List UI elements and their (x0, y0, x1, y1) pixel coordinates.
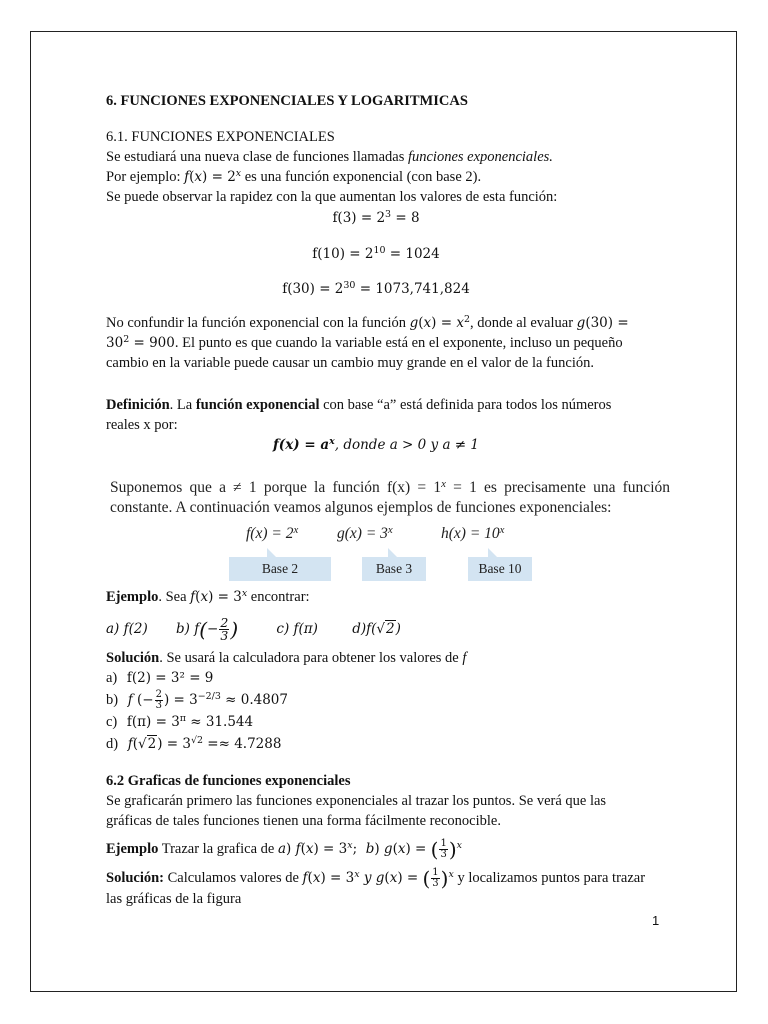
answer-d: d) $f(√2) = 3^{√2} =\approx 4.7288$ (106, 735, 282, 752)
value-line-1: $f(3) = 2^3 = 8$ (332, 209, 420, 226)
section-title: 6.1. FUNCIONES EXPONENCIALES (106, 129, 335, 145)
item-c: c) f(π) (276, 621, 318, 637)
answer-b: b) f (− $\frac{2}{3}$ ) = $3^{-2/3} \approx 0.4807$ (106, 689, 288, 711)
solution-line: Solución. Se usará la calculadora para obtener los valores de f (106, 650, 467, 666)
definition-paragraph: Definición. La función exponencial con base “a” está definida para todos los números reales x por: (106, 397, 612, 433)
observe-line: Se puede observar la rapidez con la que aumentan los valores de esta función: (106, 189, 558, 205)
example-statement: Ejemplo. Sea $f(x) = 3^x$ encontrar: (106, 588, 310, 605)
section-2-intro: Se graficarán primero las funciones exponenciales al trazar los puntos. Se verá que las gráficas de tales funciones tienen una forma fácilmente reconocible. (106, 793, 607, 829)
base-badge-3: Base 3 (362, 557, 426, 581)
example-line: Por ejemplo: $f(x) = 2^x$ es una función exponencial (con base 2). (106, 168, 482, 185)
page-number: 1 (652, 913, 660, 928)
value-line-3: $f(30) = 2^{30} = 1073,741,824$ (282, 280, 470, 297)
base-badge-2: Base 2 (229, 557, 331, 581)
solution-2-paragraph: Solución: Calculamos valores de $f(x) = 3^x$ y g(x) = ( $\frac{1}{3}$ )$^x$ y localizamos puntos para trazar las gráficas de la figura (106, 866, 646, 907)
definition-formula: $f(x) = a^x$, donde a > 0 y a ≠ 1 (272, 436, 479, 453)
function-example-f: $f(x) = 2^x$ (246, 524, 299, 542)
answer-c: c) $f(\pi) = 3^\pi \approx 31.544$ (106, 713, 254, 730)
textbook-excerpt: Suponemos que a ≠ 1 porque la función $f(x) = 1^x = 1$ es precisamente una función constante. A continuación veamos algunos ejemplos de funciones exponenciales: (110, 478, 670, 516)
example-formula: $f(x) = 2^x$ (184, 168, 242, 185)
comparison-paragraph: No confundir la función exponencial con la función $g(x) = x^2$, donde al evaluar $g(30) = 30^2 = 900$. El punto es que cuando la variable está en el exponente, incluso un pequeño cambio en la variable puede causar un cambio muy grande en el valor de la función. (106, 314, 629, 371)
intro-line: Se estudiará una nueva clase de funciones llamadas funciones exponenciales. (106, 149, 553, 165)
answer-a: a) f(2) = 3² = 9 (106, 670, 214, 686)
base-badge-10: Base 10 (468, 557, 532, 581)
function-example-h: $h(x) = 10^x$ (441, 524, 505, 542)
item-b: b) f(− $\frac{2}{3}$ ) (176, 614, 239, 643)
item-d: d)f(√2) (352, 621, 401, 637)
chapter-heading: 6. FUNCIONES EXPONENCIALES Y LOGARITMICAS (106, 93, 468, 109)
value-line-2: $f(10) = 2^{10} = 1024$ (312, 245, 440, 262)
item-a: a) f(2) (106, 621, 148, 637)
function-example-g: $g(x) = 3^x$ (337, 524, 393, 542)
example-items (106, 612, 646, 646)
example-2-line: Ejemplo Trazar la grafica de a) $f(x) = 3^x$; b) g(x) = ( $\frac{1}{3}$ )$^x$ (106, 837, 462, 862)
section-2-title: 6.2 Graficas de funciones exponenciales (106, 773, 351, 789)
